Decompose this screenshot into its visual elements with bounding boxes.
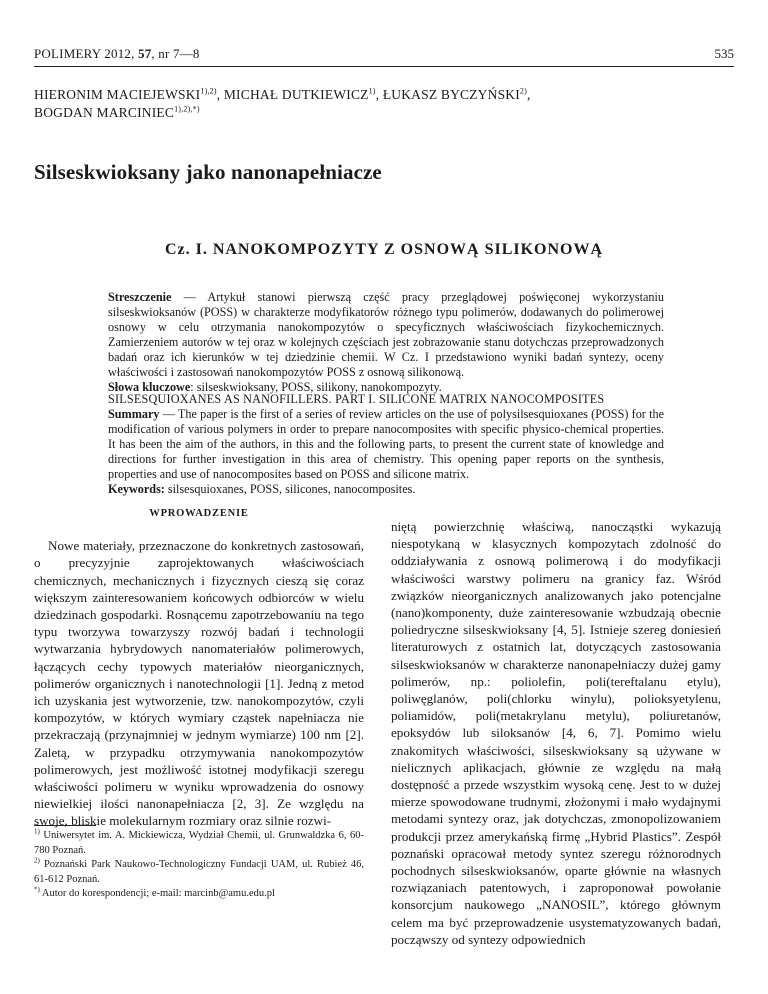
author-name: HIERONIM MACIEJEWSKI [34, 87, 201, 102]
article-subtitle: Cz. I. NANOKOMPOZYTY Z OSNOWĄ SILIKONOWĄ [164, 241, 604, 258]
body-paragraph: niętą powierzchnię właściwą, nanocząstki wykazują niespotykaną w klasycznych kompozytach zdolność do oddziaływania z osnową polimerową i do modyfikacji właściwości warstwy polimeru na granicy faz. Wśród związków nieorganicznych analizowanych jako potencjalne (nano)komponenty, duże zainteresowanie wzbudzają obecnie poliedryczne silseskwioksany [4, 5]. Istnieje szereg doniesień literaturowych z ostatnich lat, dotyczących zastosowania silseskwioksanów w charakterze nanonapełniaczy dużej gamy polimerów, np.: poliolefin, poli(tereftalanu etylu), poliwęglanów, poli(chlorku winylu), polioksyetylenu, poliamidów, poli(metakrylanu metylu), poliuretanów, epoksydów lub siloksanów [4, 6, 7]. Pomimo wielu znakomitych właściwości, silseskwioksany są używane w nielicznych aplikacjach, głównie ze względu na małą dostępność a przede wszystkim wysoką cenę. Jest to w dużej mierze spowodowane trudnymi, złożonymi i mało wydajnymi metodami syntezy oraz, jak dotychczas, zmonopolizowaniem produkcji przez amerykańską firmę „Hybrid Plastics”. Zespół poznański opracował metody syntez szeregu różnorodnych pochodnych silseskwioksanów, oparte głównie na własnych rozwiązaniach patentowych, i zaproponował powołanie konsorcjum naukowego „NANOSIL”, którego głównym celem ma być przeprowadzenie usystematyzowanych badań, począwszy od syntezy odpowiednich [391, 519, 721, 947]
author-separator: , [527, 87, 531, 102]
article-title: Silseskwioksany jako nanonapełniacze [34, 160, 382, 184]
footnote-text: Poznański Park Naukowo-Technologiczny Fundacji UAM, ul. Rubież 46, 61-612 Poznań. [34, 859, 364, 885]
page-number: 535 [714, 46, 734, 61]
keywords-label-en: Keywords: [108, 482, 165, 496]
author-name: , MICHAŁ DUTKIEWICZ [216, 87, 369, 102]
abstract-text: — Artykuł stanowi pierwszą część pracy przeglądowej poświęconej wykorzystaniu silseskwioksanów (POSS) w charakterze modyfikatorów różnego typu polimerów, dodawanych do polimerowej osnowy w celu otrzymania nanokompozytów o specyficznych właściwościach fizykochemicznych. Zamierzeniem autorów w tej oraz w kolejnych częściach jest zobrazowanie stanu dotychczas przeprowadzonych badań oraz ich kierunków w tej dziedzinie chemii. W Cz. I przedstawiono wyniki badań syntezy, oceny właściwości i zastosowań nanokompozytów POSS z osnową silikonową. [108, 290, 664, 379]
header-divider [34, 66, 734, 67]
author-name: BOGDAN MARCINIEC [34, 105, 175, 120]
footnote-mark: 2) [34, 856, 40, 865]
english-title: SILSESQUIOXANES AS NANOFILLERS. PART I. SILICONE MATRIX NANOCOMPOSITES [108, 392, 605, 406]
footnote [34, 829, 364, 858]
affiliation-mark: 1),2) [200, 86, 217, 96]
summary-text: — The paper is the first of a series of review articles on the use of polysilsesquioxanes (POSS) for the modification of various polymers in order to prepare nanocomposites with specific physico-chemical properties. It has been the aim of the authors, in this and the following parts, to present the current state of knowledge and directions for further investigation in this area of chemistry. This opening paper reports on the synthesis, properties and use of nanocomposites based on POSS and silicone matrix. [108, 407, 664, 481]
volume-number: 57 [138, 46, 152, 61]
affiliation-mark: 1),2),*) [174, 104, 200, 114]
journal-name: POLIMERY 2012, [34, 46, 138, 61]
body-paragraph: Nowe materiały, przeznaczone do konkretnych zastosowań, o precyzyjnie zaprojektowanych właściwościach chemicznych, mechanicznych i fizycznych cieszą się coraz większym zainteresowaniem końcowych odbiorców w wielu dziedzinach gospodarki. Rosnącemu zapotrzebowaniu na tego typu tworzywa towarzyszy rozwój badań i technologii wytwarzania hybrydowych nanomateriałów polimerowych, łączących cechy typowych materiałów nieorganicznych, polimerów organicznych i nanotechnologii [1]. Jedną z metod ich uzyskania jest wytworzenie, tzw. nanokompozytów, czyli kompozytów, w których wymiary cząstek napełniacza nie przekraczają (przynajmniej w jednym wymiarze) 100 nm [2]. Zaletą, w przypadku otrzymywania nanokompozytów polimerowych, jest możliwość istotnej modyfikacji szeregu właściwości polimeru w wyniku wprowadzenia do osnowy niewielkiej ilości nanonapełniacza [2, 3]. Ze względu na swoje, bliskie molekularnym rozmiary oraz silnie rozwi- [34, 538, 364, 829]
keywords-label: Słowa kluczowe [108, 380, 191, 394]
issue-number: , nr 7—8 [151, 46, 200, 61]
footnote-mark: 1) [34, 827, 40, 836]
body-column-left [34, 505, 364, 830]
footnote-text: Uniwersytet im. A. Mickiewicza, Wydział Chemii, ul. Grunwaldzka 6, 60-780 Poznań. [34, 830, 364, 856]
footnotes [34, 829, 364, 902]
keywords-text-en: silsesquioxanes, POSS, silicones, nanocomposites. [164, 482, 416, 496]
footnote-divider [34, 825, 96, 826]
footnote-mark: *) [34, 885, 40, 894]
summary-label: Summary [108, 407, 160, 421]
footnote [34, 858, 364, 887]
running-header [34, 46, 200, 62]
footnote-text: Autor do korespondencji; e-mail: marcinb@amu.edu.pl [39, 888, 275, 899]
author-name: , ŁUKASZ BYCZYŃSKI [375, 87, 520, 102]
abstract-polish [108, 290, 664, 395]
section-heading: WPROWADZENIE [149, 508, 249, 519]
affiliation-mark: 1) [368, 86, 376, 96]
abstract-label: Streszczenie [108, 290, 172, 304]
abstract-english [108, 392, 664, 497]
affiliation-mark: 2) [519, 86, 527, 96]
footnote [34, 887, 364, 902]
author-list [34, 86, 734, 122]
body-column-right [391, 518, 721, 948]
keywords-text: : silseskwioksany, POSS, silikony, nanokompozyty. [190, 380, 442, 394]
